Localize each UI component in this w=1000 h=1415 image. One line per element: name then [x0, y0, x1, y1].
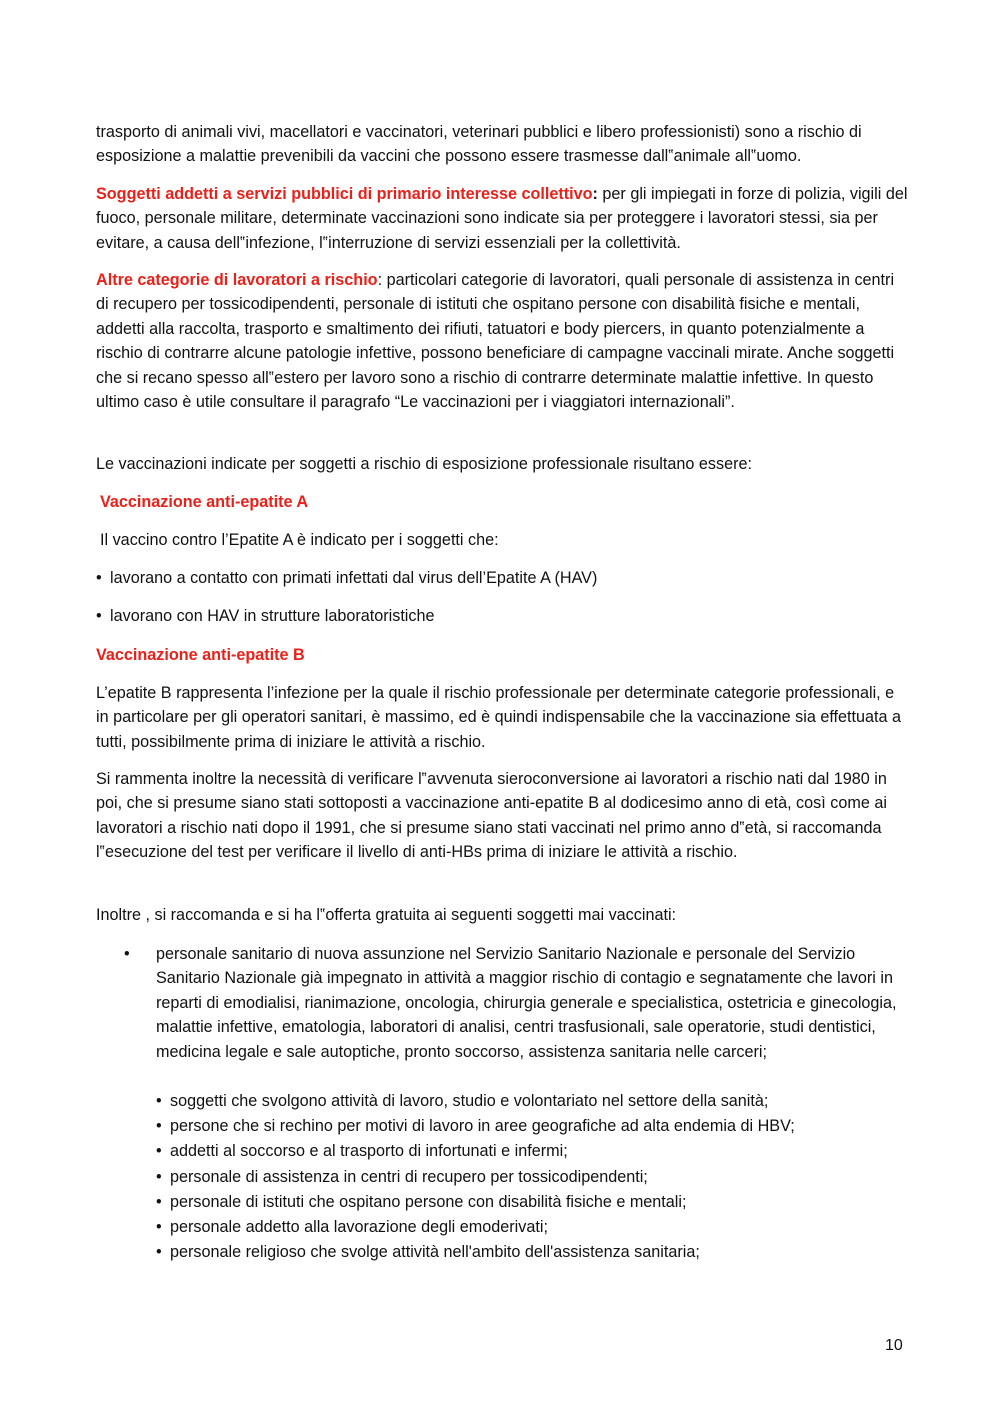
bullet-icon: • [124, 945, 130, 963]
list-item-text: personale sanitario di nuova assunzione nel Servizio Sanitario Nazionale e personale del Servizio Sanitario Nazionale già impegnato in attività a maggior rischio di contagio e segnatamente che lavori in reparti di emodialisi, rianimazione, oncologia, chirurgia generale e specialistica, ostetricia e ginecologia, malattie infettive, ematologia, laboratori di analisi, centri trasfusionali, sale operatorie, studi dentistici, medicina legale e sale autoptiche, pronto soccorso, assistenza sanitaria nelle carceri; [156, 945, 897, 1061]
bullet-icon: • [156, 1167, 162, 1186]
bullet-icon: • [156, 1217, 162, 1236]
bullet-icon: • [156, 1243, 162, 1262]
bullet-icon: • [156, 1192, 162, 1211]
hepatitis-b-paragraph-1: L’epatite B rappresenta l’infezione per la quale il rischio professionale per determinate categorie professionali, e in particolare per gli operatori sanitari, è massimo, ed è quindi indispensabile che la vaccinazione sia effettuata a tutti, possibilmente prima di iniziare le attività a rischio. [96, 684, 902, 751]
paragraph-vaccinations-intro: Le vaccinazioni indicate per soggetti a rischio di esposizione professionale risultano essere: [96, 455, 752, 473]
list-item [156, 1215, 916, 1240]
paragraph-public-services [96, 182, 908, 255]
heading-colon: : [592, 185, 598, 203]
list-item-text: personale di istituti che ospitano persone con disabilità fisiche e mentali; [170, 1192, 687, 1211]
list-item-text: lavorano con HAV in strutture laboratoristiche [110, 607, 435, 625]
page-number: 10 [885, 1337, 903, 1354]
bullet-icon: • [156, 1142, 162, 1161]
paragraph-other-categories [96, 268, 908, 414]
hepatitis-a-item [96, 566, 908, 590]
heading-hepatitis-b: Vaccinazione anti-epatite B [96, 646, 305, 664]
list-item-text: personale religioso che svolge attività nell'ambito dell'assistenza sanitaria; [170, 1243, 700, 1262]
hepatitis-b-sub-list [156, 1089, 916, 1265]
paragraph-other-categories-body: : particolari categorie di lavoratori, quali personale di assistenza in centri di recupero per tossicodipendenti, personale di istituti che ospitano persone con disabilità fisiche e mentali, addetti alla raccolta, trasporto e smaltimento dei rifiuti, tatuatori e body piercers, in quanto potenzialmente a rischio di contrarre alcune patologie infettive, possono beneficiare di campagne vaccinali mirate. Anche soggetti che si recano spesso all‟estero per lavoro sono a rischio di contrarre determinate malattie infettive. In questo ultimo caso è utile consultare il paragrafo “Le vaccinazioni per i viaggiatori internazionali”. [96, 271, 895, 412]
list-item [156, 1089, 916, 1114]
list-item [156, 1114, 916, 1139]
heading-other-categories: Altre categorie di lavoratori a rischio [96, 271, 378, 289]
hepatitis-b-paragraph-2: Si rammenta inoltre la necessità di verificare l‟avvenuta sieroconversione ai lavoratori a rischio nati dal 1980 in poi, che si presume siano stati sottoposti a vaccinazione anti-epatite B al dodicesimo anno di età, così come ai lavoratori a rischio nati dopo il 1991, che si presume siano stati vaccinati nel primo anno d‟età, si raccomanda l‟esecuzione del test per verificare il livello di anti-HBs prima di iniziare le attività a rischio. [96, 770, 887, 862]
list-item-text: personale addetto alla lavorazione degli emoderivati; [170, 1217, 548, 1236]
hepatitis-b-paragraph-3: Inoltre , si raccomanda e si ha l‟offerta gratuita ai seguenti soggetti mai vaccinati: [96, 906, 677, 924]
heading-public-services: Soggetti addetti a servizi pubblici di primario interesse collettivo [96, 185, 593, 203]
list-item [156, 1165, 916, 1190]
bullet-icon: • [96, 607, 102, 625]
list-item [156, 1240, 916, 1265]
heading-hepatitis-a: Vaccinazione anti-epatite A [100, 493, 309, 511]
bullet-icon: • [156, 1117, 162, 1136]
list-item-text: addetti al soccorso e al trasporto di infortunati e infermi; [170, 1142, 568, 1161]
hepatitis-a-item [96, 604, 908, 628]
list-item-text: personale di assistenza in centri di recupero per tossicodipendenti; [170, 1167, 648, 1186]
bullet-icon: • [156, 1092, 162, 1110]
list-item [156, 1190, 916, 1215]
paragraph-animal-workers: trasporto di animali vivi, macellatori e vaccinatori, veterinari pubblici e libero professionisti) sono a rischio di esposizione a malattie prevenibili da vaccini che possono essere trasmesse dall‟animale all‟uomo. [96, 123, 862, 166]
list-item-text: soggetti che svolgono attività di lavoro, studio e volontariato nel settore della sanità; [170, 1092, 769, 1110]
bullet-icon: • [96, 569, 102, 587]
paragraph-public-services-body: per gli impiegati in forze di polizia, vigili del fuoco, personale militare, determinate vaccinazioni sono indicate sia per proteggere i lavoratori stessi, sia per evitare, a causa dell‟infezione, l‟interruzione di servizi essenziali per la collettività. [96, 185, 908, 252]
list-item-text: persone che si rechino per motivi di lavoro in aree geografiche ad alta endemia di HBV; [170, 1117, 795, 1136]
hepatitis-a-intro: Il vaccino contro l’Epatite A è indicato per i soggetti che: [100, 531, 499, 549]
list-item-text: lavorano a contatto con primati infettati dal virus dell’Epatite A (HAV) [110, 569, 598, 587]
list-item [156, 1139, 916, 1164]
